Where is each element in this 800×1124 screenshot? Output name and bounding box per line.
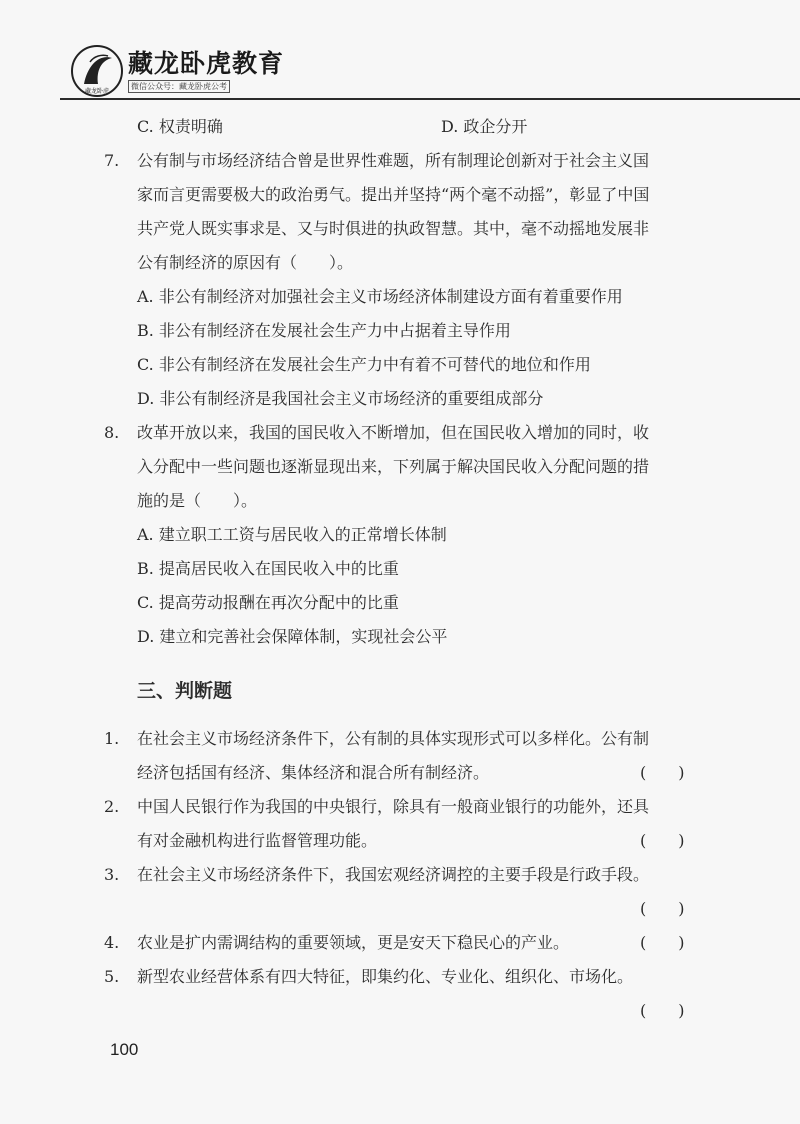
q6-option-c: C. 权责明确	[137, 117, 223, 136]
q7-option-d: D. 非公有制经济是我国社会主义市场经济的重要组成部分	[137, 389, 544, 408]
tf4-answer-blank[interactable]: ( )	[640, 933, 685, 952]
tf1-number: 1.	[104, 729, 120, 748]
tf5-line: 新型农业经营体系有四大特征，即集约化、专业化、组织化、市场化。	[137, 967, 634, 986]
q8-stem-line: 施的是（ ）。	[137, 491, 258, 510]
q7-option-b: B. 非公有制经济在发展社会生产力中占据着主导作用	[137, 321, 511, 340]
tf4-line: 农业是扩内需调结构的重要领域，更是安天下稳民心的产业。	[137, 933, 570, 952]
tf1-line: 在社会主义市场经济条件下，公有制的具体实现形式可以多样化。公有制	[137, 729, 650, 748]
q7-stem-line: 公有制与市场经济结合曾是世界性难题，所有制理论创新对于社会主义国	[137, 151, 650, 170]
q8-option-c: C. 提高劳动报酬在再次分配中的比重	[137, 593, 399, 612]
page-header	[0, 0, 800, 100]
tf1-answer-blank[interactable]: ( )	[640, 763, 685, 782]
tf4-number: 4.	[104, 933, 120, 952]
q8-option-d: D. 建立和完善社会保障体制，实现社会公平	[137, 627, 448, 646]
page-number: 100	[110, 1040, 139, 1059]
q8-option-b: B. 提高居民收入在国民收入中的比重	[137, 559, 399, 578]
tf2-answer-blank[interactable]: ( )	[640, 831, 685, 850]
tf5-answer-blank[interactable]: ( )	[640, 1001, 685, 1020]
q8-option-a: A. 建立职工工资与居民收入的正常增长体制	[137, 525, 447, 544]
tf2-number: 2.	[104, 797, 120, 816]
q7-option-a: A. 非公有制经济对加强社会主义市场经济体制建设方面有着重要作用	[137, 287, 623, 306]
q8-number: 8.	[104, 423, 120, 442]
q7-stem-line: 共产党人既实事求是、又与时俱进的执政智慧。其中，毫不动摇地发展非	[137, 219, 650, 238]
tf3-line: 在社会主义市场经济条件下，我国宏观经济调控的主要手段是行政手段。	[137, 865, 650, 884]
q7-number: 7.	[104, 151, 120, 170]
logo-caption: 藏龙卧虎	[84, 88, 110, 95]
q8-stem-line: 改革开放以来，我国的国民收入不断增加，但在国民收入增加的同时，收	[137, 423, 650, 442]
tf2-line: 中国人民银行作为我国的中央银行，除具有一般商业银行的功能外，还具	[137, 797, 650, 816]
q8-stem-line: 入分配中一些问题也逐渐显现出来，下列属于解决国民收入分配问题的措	[137, 457, 650, 476]
tf1-line: 经济包括国有经济、集体经济和混合所有制经济。	[137, 763, 490, 782]
section-title: 三、判断题	[137, 680, 233, 702]
tf3-answer-blank[interactable]: ( )	[640, 899, 685, 918]
brand-subtitle: 微信公众号：藏龙卧虎公考	[128, 80, 230, 93]
q6-option-d: D. 政企分开	[441, 117, 528, 136]
brand-title: 藏龙卧虎教育	[128, 49, 285, 78]
brand-logo-icon	[70, 44, 124, 98]
q7-stem-line: 公有制经济的原因有（ ）。	[137, 253, 354, 272]
q7-option-c: C. 非公有制经济在发展社会生产力中有着不可替代的地位和作用	[137, 355, 591, 374]
tf2-line: 有对金融机构进行监督管理功能。	[137, 831, 378, 850]
tf3-number: 3.	[104, 865, 120, 884]
tf5-number: 5.	[104, 967, 120, 986]
header-divider	[60, 98, 800, 100]
q7-stem-line: 家而言更需要极大的政治勇气。提出并坚持“两个毫不动摇”，彰显了中国	[137, 185, 650, 204]
